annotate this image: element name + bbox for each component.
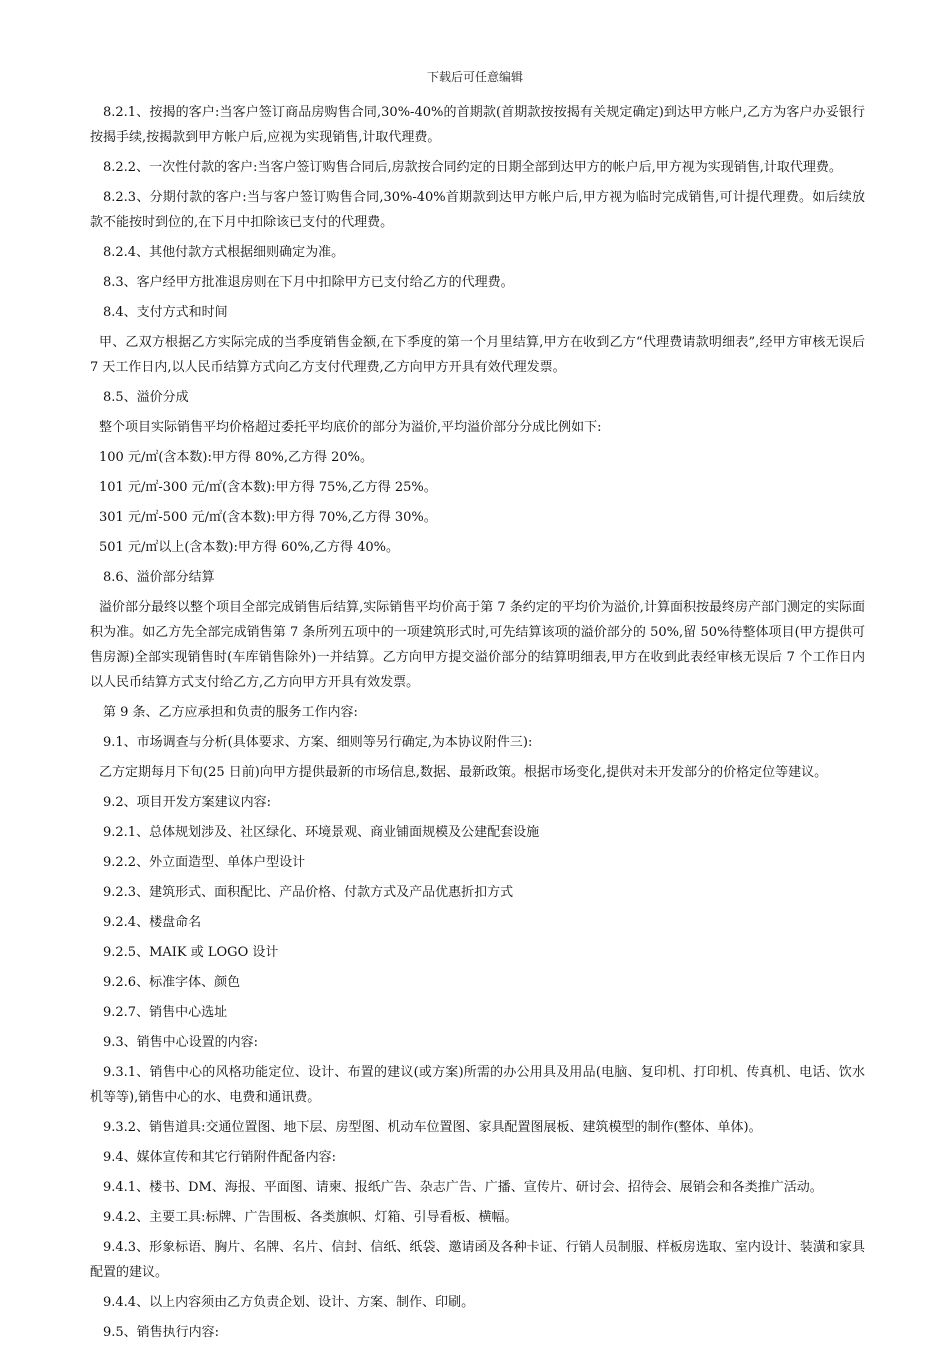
paragraph: 9.2、项目开发方案建议内容: xyxy=(103,795,272,810)
paragraph: 第 9 条、乙方应承担和负责的服务工作内容: xyxy=(103,705,358,720)
paragraph: 8.2.1、按揭的客户:当客户签订商品房购售合同,30%-40%的首期款(首期款按按揭有关规定确定)到达甲方帐户,乙方为客户办妥银行按揭手续,按揭款到甲方帐户后,应视为实现销售,计取代理费。 xyxy=(90,105,865,145)
paragraph: 9.4.3、形象标语、胸片、名牌、名片、信封、信纸、纸袋、邀请函及各种卡证、行销人员制服、样板房选取、室内设计、装潢和家具配置的建议。 xyxy=(90,1240,865,1280)
paragraph: 301 元/㎡-500 元/㎡(含本数):甲方得 70%,乙方得 30%。 xyxy=(99,510,437,525)
paragraph: 9.1、市场调查与分析(具体要求、方案、细则等另行确定,为本协议附件三): xyxy=(103,735,533,750)
paragraph: 整个项目实际销售平均价格超过委托平均底价的部分为溢价,平均溢价部分分成比例如下: xyxy=(99,420,602,435)
paragraph: 8.4、支付方式和时间 xyxy=(103,305,228,320)
paragraph: 9.5、销售执行内容: xyxy=(103,1325,220,1340)
paragraph: 8.2.2、一次性付款的客户:当客户签订购售合同后,房款按合同约定的日期全部到达甲方的帐户后,甲方视为实现销售,计取代理费。 xyxy=(103,160,842,175)
paragraph: 溢价部分最终以整个项目全部完成销售后结算,实际销售平均价高于第 7 条约定的平均价为溢价,计算面积按最终房产部门测定的实际面积为准。如乙方先全部完成销售第 7 条所列五项中的一项建筑形式时,可先结算该项的溢价部分的 50%,留 50%待整体项目(甲方提供可售房源)全部实现销售时(车库销售除外)一并结算。乙方向甲方提交溢价部分的结算明细表,甲方在收到此表经审核无误后 7 个工作日内以人民币结算方式支付给乙方,乙方向甲方开具有效发票。 xyxy=(90,600,865,690)
paragraph: 501 元/㎡以上(含本数):甲方得 60%,乙方得 40%。 xyxy=(99,540,400,555)
paragraph: 8.3、客户经甲方批准退房则在下月中扣除甲方已支付给乙方的代理费。 xyxy=(103,275,514,290)
paragraph: 9.2.7、销售中心选址 xyxy=(103,1005,228,1020)
paragraph: 9.4.4、以上内容须由乙方负责企划、设计、方案、制作、印刷。 xyxy=(103,1295,475,1310)
paragraph: 100 元/㎡(含本数):甲方得 80%,乙方得 20%。 xyxy=(99,450,374,465)
paragraph: 8.5、溢价分成 xyxy=(103,390,189,405)
paragraph: 9.2.3、建筑形式、面积配比、产品价格、付款方式及产品优惠折扣方式 xyxy=(103,885,514,900)
paragraph: 9.4.2、主要工具:标牌、广告围板、各类旗帜、灯箱、引导看板、横幅。 xyxy=(103,1210,518,1225)
paragraph: 乙方定期每月下旬(25 日前)向甲方提供最新的市场信息,数据、最新政策。根据市场变化,提供对未开发部分的价格定位等建议。 xyxy=(99,765,828,780)
paragraph: 8.2.3、分期付款的客户:当与客户签订购售合同,30%-40%首期款到达甲方帐户后,甲方视为临时完成销售,可计提代理费。如后续放款不能按时到位的,在下月中扣除该已支付的代理费。 xyxy=(90,190,865,230)
paragraph: 9.3、销售中心设置的内容: xyxy=(103,1035,259,1050)
document-body xyxy=(90,100,865,1345)
paragraph: 9.2.6、标准字体、颜色 xyxy=(103,975,241,990)
paragraph: 9.3.1、销售中心的风格功能定位、设计、布置的建议(或方案)所需的办公用具及用品(电脑、复印机、打印机、传真机、电话、饮水机等等),销售中心的水、电费和通讯费。 xyxy=(90,1065,865,1105)
paragraph: 甲、乙双方根据乙方实际完成的当季度销售金额,在下季度的第一个月里结算,甲方在收到乙方“代理费请款明细表”,经甲方审核无误后 7 天工作日内,以人民币结算方式向乙方支付代理费,乙方向甲方开具有效代理发票。 xyxy=(90,335,865,375)
paragraph: 9.4.1、楼书、DM、海报、平面图、请柬、报纸广告、杂志广告、广播、宣传片、研讨会、招待会、展销会和各类推广活动。 xyxy=(103,1180,823,1195)
paragraph: 9.2.2、外立面造型、单体户型设计 xyxy=(103,855,306,870)
paragraph: 9.2.5、MAIK 或 LOGO 设计 xyxy=(103,945,279,960)
page-header: 下载后可任意编辑 xyxy=(426,70,523,84)
paragraph: 9.3.2、销售道具:交通位置图、地下层、房型图、机动车位置图、家具配置图展板、建筑模型的制作(整体、单体)。 xyxy=(103,1120,762,1135)
paragraph: 8.2.4、其他付款方式根据细则确定为准。 xyxy=(103,245,345,260)
paragraph: 101 元/㎡-300 元/㎡(含本数):甲方得 75%,乙方得 25%。 xyxy=(99,480,437,495)
paragraph: 9.2.1、总体规划涉及、社区绿化、环境景观、商业铺面规模及公建配套设施 xyxy=(103,825,540,840)
paragraph: 9.4、媒体宣传和其它行销附件配备内容: xyxy=(103,1150,337,1165)
paragraph: 9.2.4、楼盘命名 xyxy=(103,915,202,930)
paragraph: 8.6、溢价部分结算 xyxy=(103,570,215,585)
